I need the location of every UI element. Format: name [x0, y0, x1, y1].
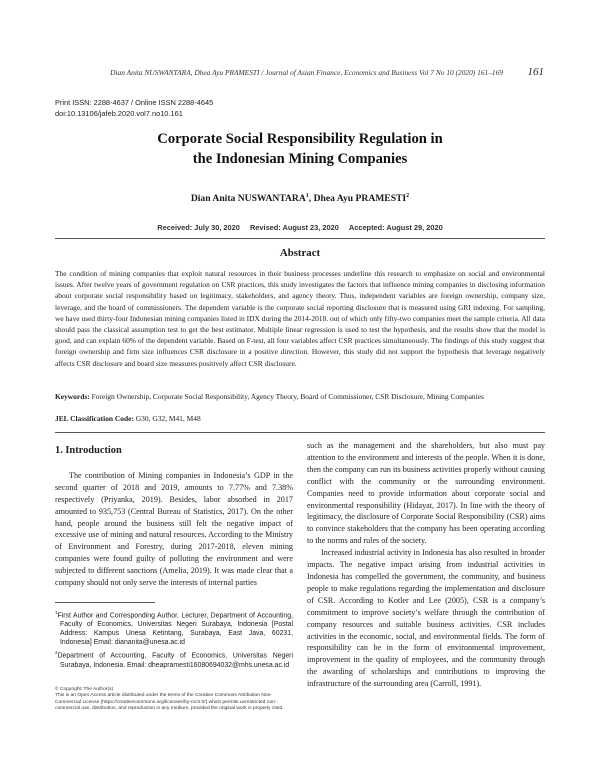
abstract-text: The condition of mining companies that exploit natural resources in their business processes underline this research to emphasize on social and environmental issues. After twelve years of government regulation on CSR practices, this study investigates the factors that influence mining companies in disclosing information about corporate social responsibility based on legitimacy, stakeholders, and agency theory. Thus, independent variables are foreign ownership, company size, leverage, and the board of commissioners. The dependent variable is the corporate social reporting disclosure that is measured using GRI indexing. For sampling, we have used thirty-four Indonesian mining companies listed in IDX during the 2014-2018. out of which only fifty-two companies meet the sample criteria. All data should pass the classical assumption test to get the best estimator. Multiple linear regression is used to test the hypothesis, and the results show that the model is good, and can explain 60% of the dependent variable. Based on F-test, all four variables affect CSR practices simultaneously. The findings of this study suggest that foreign ownership and firm size influences CSR disclosure in a positive direction. However, this study did not support the hypothesis that leverage negatively affects CSR disclosure and board size measures positively affect CSR disclosure.	[55, 269, 545, 368]
right-column	[307, 440, 545, 690]
abstract-heading: Abstract	[279, 247, 321, 259]
title-line-1: Corporate Social Responsibility Regulation in	[157, 131, 443, 147]
page-number: 161	[527, 66, 544, 78]
footnote-1-text: First Author and Corresponding Author. Lecturer, Department of Accounting, Faculty of Economics, Universitas Negeri Surabaya, Indonesia [Postal Address: Kampus Unesa Ketintang, Surabaya, East Java, 60231, Indonesia] Email: diananita@unesa.ac.id	[57, 612, 293, 647]
issn-block	[55, 98, 213, 119]
author-1-affiliation: 1	[305, 193, 309, 199]
keywords-text: Foreign Ownership, Corporate Social Responsibility, Agency Theory, Board of Commissioner, CSR Disclosure, Mining Companies	[89, 392, 484, 401]
author-1: Dian Anita NUSWANTARA	[190, 193, 306, 205]
received-date: Received: July 30, 2020	[157, 223, 240, 232]
title-line-2: the Indonesian Mining Companies	[192, 150, 408, 167]
doi-line: doi:10.13106/jafeb.2020.vol7.no10.161	[55, 108, 183, 118]
footnote-divider	[55, 602, 155, 603]
dates-line	[55, 223, 545, 232]
running-head: Dian Anita NUSWANTARA, Dhea Ayu PRAMESTI / Journal of Asian Finance, Economics and Business Vol 7 No 10 (2020) 161–169	[110, 68, 503, 77]
section-heading-introduction: 1. Introduction	[55, 445, 122, 456]
footnote-2-text: Department of Accounting, Faculty of Economics, Universitas Negeri Surabaya, Indonesia. Email: dheapramesti16080694032@mhs.unesa.ac.id	[57, 652, 293, 669]
footnote-1	[55, 608, 293, 647]
copyright-line: © Copyright: The Author(s)	[55, 687, 114, 692]
paper-title	[55, 130, 545, 169]
jel-label: JEL Classification Code:	[55, 414, 134, 423]
left-column	[55, 440, 293, 589]
author-line	[55, 193, 545, 204]
keywords-label: Keywords:	[55, 392, 90, 401]
copyright-notice	[55, 687, 293, 713]
footnote-2-mark: 2	[55, 650, 58, 656]
author-2: Dhea Ayu PRAMESTI	[313, 193, 407, 205]
footnote-2	[55, 648, 293, 669]
accepted-date: Accepted: August 29, 2020	[348, 223, 443, 232]
revised-date: Revised: August 23, 2020	[249, 223, 339, 232]
intro-paragraph-1-cont: such as the management and the shareholders, but also must pay attention to the environment and interests of the people. When it is done, then the company can run its business activities properly without causing conflict with the community or the surrounding environment. Companies need to provide information about corporate social and environmental responsibility (Hidayat, 2017). In line with the theory of legitimacy, the disclosure of Corporate Social Responsibility (CSR) aims to convince stakeholders that the company has been operating according to the norms and rules of the society.	[307, 441, 545, 546]
jel-codes	[55, 414, 545, 423]
license-text: This is an Open Access article distributed under the terms of the Creative Commons Attribution Non-Commercial License (https://creativecommons.org/licenses/by-nc/4.0/) which permits unrestricted non-commercial use, distribution, and reproduction in any medium, provided the original work is properly cited.	[55, 693, 284, 712]
bottom-divider	[55, 432, 545, 433]
top-divider	[55, 238, 545, 239]
intro-paragraph-2: Increased industrial activity in Indonesia has also resulted in broader impacts. The negative impact arising from industrial activities in Indonesia has compelled the government, the community, and business people to make regulations regarding the implementation and disclosure of CSR. According to Kotler and Lee (2005), CSR is a company’s commitment to improve society’s welfare through the contribution of company resources and suitable business activities. CSR includes activities in the economic, social, and environmental fields. The form of responsibility can be in the form of environmental improvement, improvement in the quality of employees, and the community through the awarding of scholarships and contributions to improving the infrastructure of the surrounding area (Carroll, 1991).	[307, 548, 545, 689]
intro-paragraph-1: The contribution of Mining companies in Indonesia’s GDP in the second quarter of 2018 and 2019, amounts to 7.77% and 7.38% respectively (Priyanka, 2019). Besides, labor absorbed in 2017 amounted to 935,753 (Central Bureau of Statistics, 2017). On the other hand, people around the business still felt the negative impact of excessive use of mining and natural resources. According to the Ministry of Environment and Forestry, during 2017-2018, eleven mining companies were found guilty of polluting the environment and were subjected to different sanctions (Amelia, 2019). It was made clear that a company should not only serve the interests of internal parties	[55, 470, 293, 588]
jel-text: G30, G32, M41, M48	[133, 414, 201, 423]
author-separator: ,	[308, 193, 314, 205]
author-2-affiliation: 2	[406, 193, 410, 199]
footnote-1-mark: 1	[55, 610, 58, 615]
keywords	[55, 391, 545, 402]
issn-line: Print ISSN: 2288-4637 / Online ISSN 2288-4645	[55, 98, 214, 107]
footnotes	[55, 608, 293, 670]
